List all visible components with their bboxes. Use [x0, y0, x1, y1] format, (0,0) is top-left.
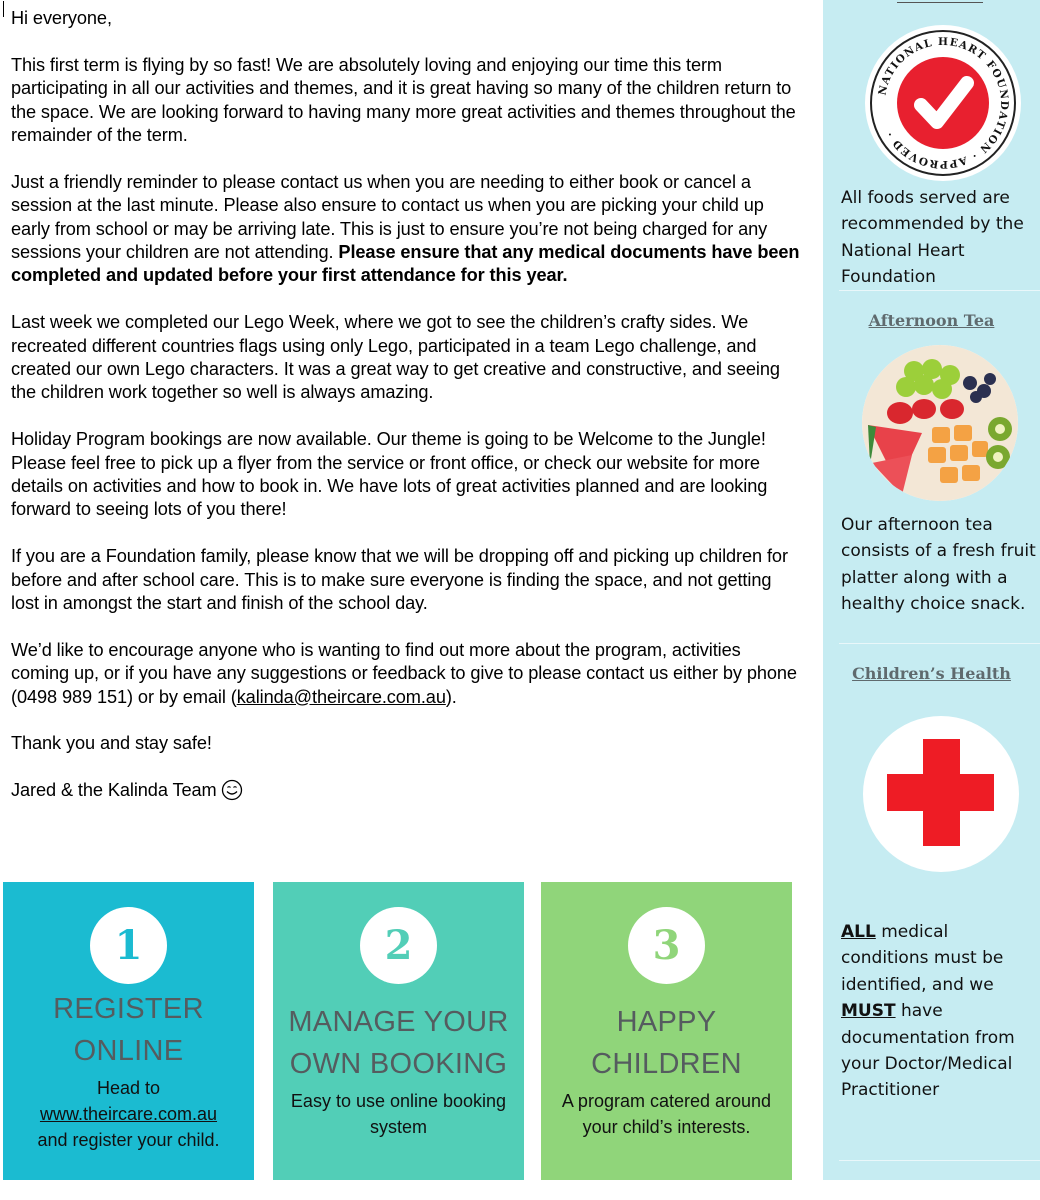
step-happy-children	[541, 882, 792, 1180]
heading-underline	[897, 2, 983, 3]
step-manage-booking	[273, 882, 524, 1180]
signoff-text: Jared & the Kalinda Team	[11, 780, 217, 801]
contact-text-end: ).	[445, 686, 457, 707]
paragraph-term-update: This first term is flying by so fast! We are absolutely loving and enjoying our time this term participating in all our activities and themes, and it is great having so many of the children return to the space. We are looking forward to having many more great activities and themes throughout the remainder of the term.	[11, 54, 796, 146]
text-cursor	[3, 1, 4, 17]
contact-text: We’d like to encourage anyone who is wanting to find out more about the program, activities coming up, or if you have any suggestions or feedback to give to please contact us either by phone (0498 989 151) or by email (	[11, 639, 797, 707]
email-link[interactable]: kalinda@theircare.com.au	[236, 686, 446, 707]
must-emphasis: MUST	[841, 1001, 896, 1022]
smiley-icon	[221, 779, 243, 801]
afternoon-tea-heading: Afternoon Tea	[868, 311, 995, 330]
step-title: HAPPY CHILDREN	[591, 1006, 742, 1080]
paragraph-reminder	[11, 171, 801, 288]
step-title: REGISTER ONLINE	[53, 993, 204, 1067]
divider	[839, 1160, 1040, 1161]
paragraph-foundation-family: If you are a Foundation family, please know that we will be dropping off and picking up children for before and after school care. This is to make sure everyone is finding the space, and not getting lost in amongst the start and finish of the school day.	[11, 546, 788, 614]
all-emphasis: ALL	[841, 922, 876, 942]
paragraph-contact	[11, 639, 801, 709]
step-description: A program catered around your child’s interests.	[561, 1091, 772, 1137]
childrens-health-heading: Children’s Health	[852, 664, 1011, 683]
step-number-circle: 2	[360, 907, 437, 984]
newsletter-letter	[11, 7, 801, 826]
greeting: Hi everyone,	[11, 8, 112, 28]
paragraph-lego-week: Last week we completed our Lego Week, where we got to see the children’s crafty sides. We recreated different countries flags using only Lego, participated in a team Lego challenge, and created our own Lego characters. It was a great way to get creative and constructive, and seeing the children work together so well is always amazing.	[11, 312, 780, 403]
sidebar	[823, 0, 1040, 1180]
signoff	[11, 779, 801, 802]
step-number-circle: 3	[628, 907, 705, 984]
thanks: Thank you and stay safe!	[11, 733, 212, 754]
foods-recommendation-text: All foods served are recommended by the National Heart Foundation	[841, 188, 1024, 288]
red-cross-icon	[863, 716, 1019, 872]
step-description: Head to www.theircare.com.au and register your child.	[3, 1075, 254, 1153]
svg-text:NATIONAL HEART FOUNDATION · AP: NATIONAL HEART FOUNDATION · APPROVED ·	[876, 35, 1011, 171]
heart-foundation-tick-icon	[865, 25, 1021, 181]
step-title: MANAGE YOUR OWN BOOKING	[288, 1006, 509, 1080]
medical-conditions-text: ALL medical conditions must be identified, and we MUST have documentation from your Doctor/Medical Practitioner	[841, 922, 1015, 1101]
divider	[839, 290, 1040, 291]
step-register-online	[3, 882, 254, 1180]
fruit-platter-icon	[862, 345, 1018, 501]
medical-documents-notice: Please ensure that any medical documents have been completed and updated before your first attendance for this year.	[11, 242, 800, 286]
reminder-text: Just a friendly reminder to please contact us when you are needing to either book or cancel a session at the last minute. Please also ensure to contact us when you are picking your child up early from school or may be arriving late. This is just to ensure you’re not being charged for any sessions your children are not attending.	[11, 171, 768, 263]
step-description: Easy to use online booking system	[290, 1091, 507, 1137]
afternoon-tea-text: Our afternoon tea consists of a fresh fruit platter along with a healthy choice snack.	[841, 515, 1036, 615]
theircare-website-link[interactable]: www.theircare.com.au	[39, 1104, 218, 1124]
step-number-circle: 1	[90, 907, 167, 984]
divider	[839, 643, 1040, 644]
paragraph-holiday-program: Holiday Program bookings are now available. Our theme is going to be Welcome to the Jungle! Please feel free to pick up a flyer from the service or front office, or check our website for more details on activities and how to book in. We have lots of great activities planned and are looking forward to seeing lots of you there!	[11, 429, 768, 520]
